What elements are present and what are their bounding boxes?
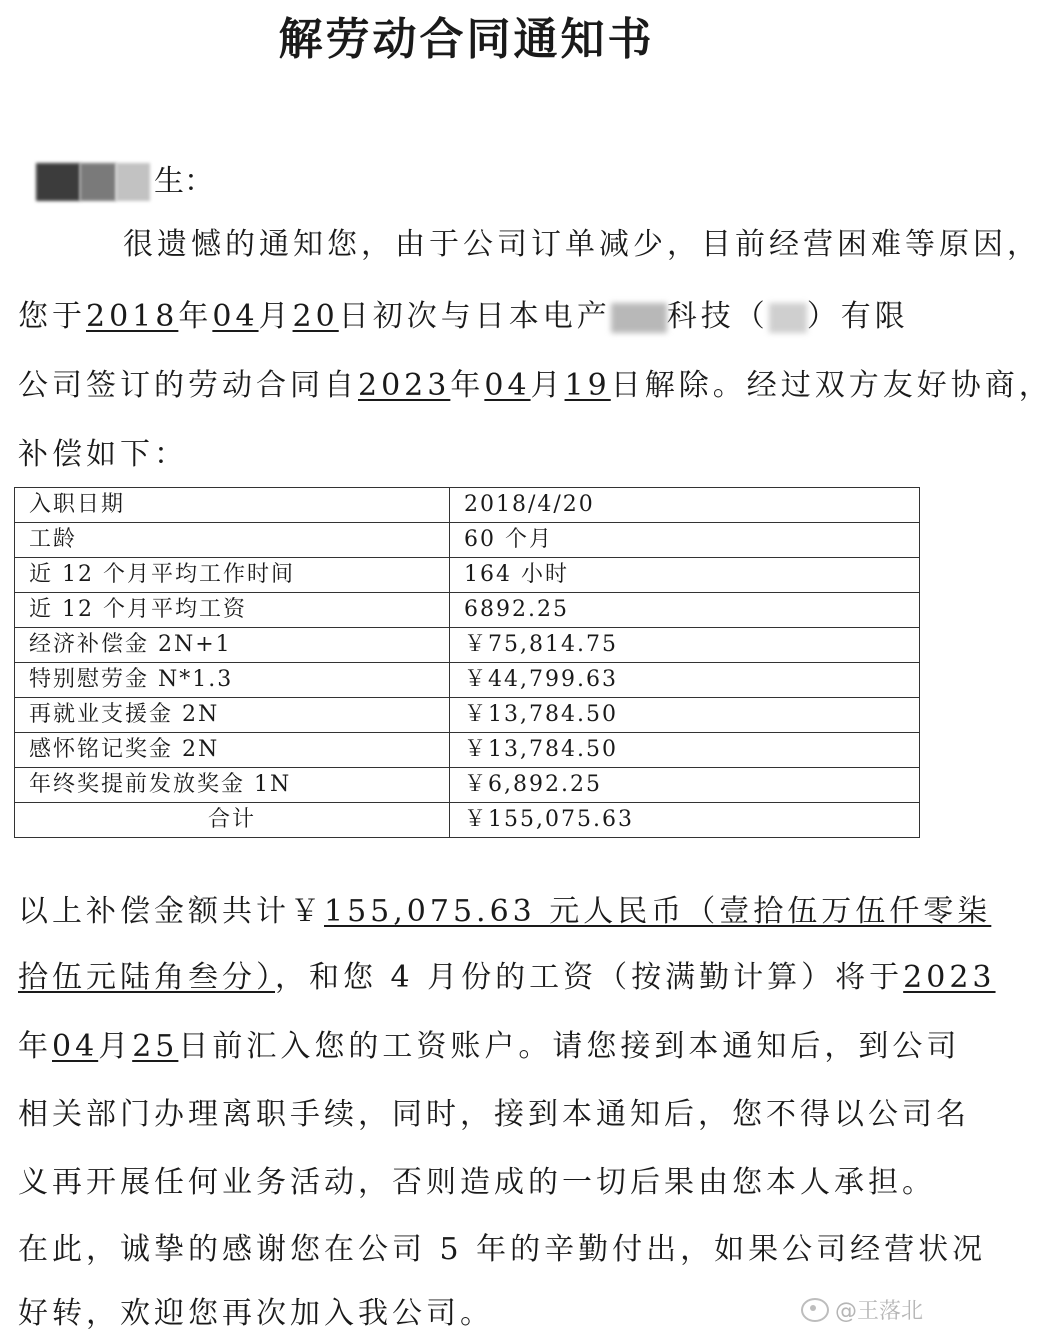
table-row bbox=[15, 768, 920, 803]
row-label: 入职日期 bbox=[15, 488, 450, 523]
table-row bbox=[15, 698, 920, 733]
row-value: 2018/4/20 bbox=[450, 488, 920, 523]
table-row bbox=[15, 558, 920, 593]
row-value: ￥13,784.50 bbox=[450, 733, 920, 768]
start-year: 2018 bbox=[86, 299, 179, 334]
total-amount-words: 拾伍元陆角叁分） bbox=[18, 960, 275, 995]
total-amount-words: 155,075.63 元人民币（壹拾伍万伍仟零柒 bbox=[324, 894, 992, 929]
document-title: 解劳动合同通知书 bbox=[278, 14, 655, 65]
row-label: 特别慰劳金 N*1.3 bbox=[15, 663, 450, 698]
salutation-suffix: 生： bbox=[154, 164, 214, 199]
paragraph-line: 拾伍元陆角叁分），和您 4 月份的工资（按满勤计算）将于2023 bbox=[18, 960, 996, 995]
start-day: 20 bbox=[292, 299, 339, 334]
table-row bbox=[15, 488, 920, 523]
row-label: 工龄 bbox=[15, 523, 450, 558]
paragraph-line: 公司签订的劳动合同自2023年04月19日解除。经过双方友好协商， bbox=[18, 368, 1053, 403]
watermark-text: @王落北 bbox=[834, 1299, 923, 1324]
table-row bbox=[15, 628, 920, 663]
table-total-row bbox=[15, 803, 920, 838]
total-label: 合计 bbox=[15, 803, 450, 838]
row-label: 感怀铭记奖金 2N bbox=[15, 733, 450, 768]
table-row bbox=[15, 663, 920, 698]
redacted-company-name bbox=[611, 303, 667, 333]
row-label: 年终奖提前发放奖金 1N bbox=[15, 768, 450, 803]
row-label: 近 12 个月平均工资 bbox=[15, 593, 450, 628]
row-label: 再就业支援金 2N bbox=[15, 698, 450, 733]
pay-year: 2023 bbox=[903, 960, 996, 995]
watermark bbox=[801, 1294, 923, 1325]
redacted-name-block bbox=[116, 163, 150, 201]
pay-month: 04 bbox=[52, 1029, 99, 1064]
row-label: 经济补偿金 2N+1 bbox=[15, 628, 450, 663]
row-label: 近 12 个月平均工作时间 bbox=[15, 558, 450, 593]
salutation bbox=[18, 160, 214, 204]
row-value: ￥13,784.50 bbox=[450, 698, 920, 733]
paragraph-line: 好转，欢迎您再次加入我公司。 bbox=[18, 1296, 494, 1331]
paragraph-line: 很遗憾的通知您，由于公司订单减少，目前经营困难等原因， bbox=[123, 227, 1041, 262]
row-value: ￥6,892.25 bbox=[450, 768, 920, 803]
redacted-company-name bbox=[769, 303, 807, 333]
redacted-name-block bbox=[80, 163, 116, 201]
end-month: 04 bbox=[484, 368, 531, 403]
table-row bbox=[15, 733, 920, 768]
paragraph-line: 在此，诚挚的感谢您在公司 5 年的辛勤付出，如果公司经营状况 bbox=[18, 1232, 987, 1267]
table-row bbox=[15, 593, 920, 628]
paragraph-line: 补偿如下： bbox=[18, 437, 188, 472]
paragraph-line: 以上补偿金额共计￥155,075.63 元人民币（壹拾伍万伍仟零柒 bbox=[18, 894, 992, 929]
redacted-name-block bbox=[36, 163, 80, 201]
paragraph-line: 您于2018年04月20日初次与日本电产 科技（ ）有限 bbox=[18, 299, 909, 334]
total-value: ￥155,075.63 bbox=[450, 803, 920, 838]
end-year: 2023 bbox=[358, 368, 451, 403]
paragraph-line: 相关部门办理离职手续，同时，接到本通知后，您不得以公司名 bbox=[18, 1097, 970, 1132]
compensation-table bbox=[14, 487, 920, 838]
paragraph-line: 年04月25日前汇入您的工资账户。请您接到本通知后，到公司 bbox=[18, 1029, 961, 1064]
pay-day: 25 bbox=[132, 1029, 179, 1064]
row-value: ￥44,799.63 bbox=[450, 663, 920, 698]
paragraph-line: 义再开展任何业务活动，否则造成的一切后果由您本人承担。 bbox=[18, 1165, 936, 1200]
table-row bbox=[15, 523, 920, 558]
row-value: 164 小时 bbox=[450, 558, 920, 593]
row-value: 60 个月 bbox=[450, 523, 920, 558]
row-value: ￥75,814.75 bbox=[450, 628, 920, 663]
end-day: 19 bbox=[564, 368, 611, 403]
row-value: 6892.25 bbox=[450, 593, 920, 628]
start-month: 04 bbox=[212, 299, 259, 334]
weibo-logo-icon bbox=[801, 1298, 829, 1322]
